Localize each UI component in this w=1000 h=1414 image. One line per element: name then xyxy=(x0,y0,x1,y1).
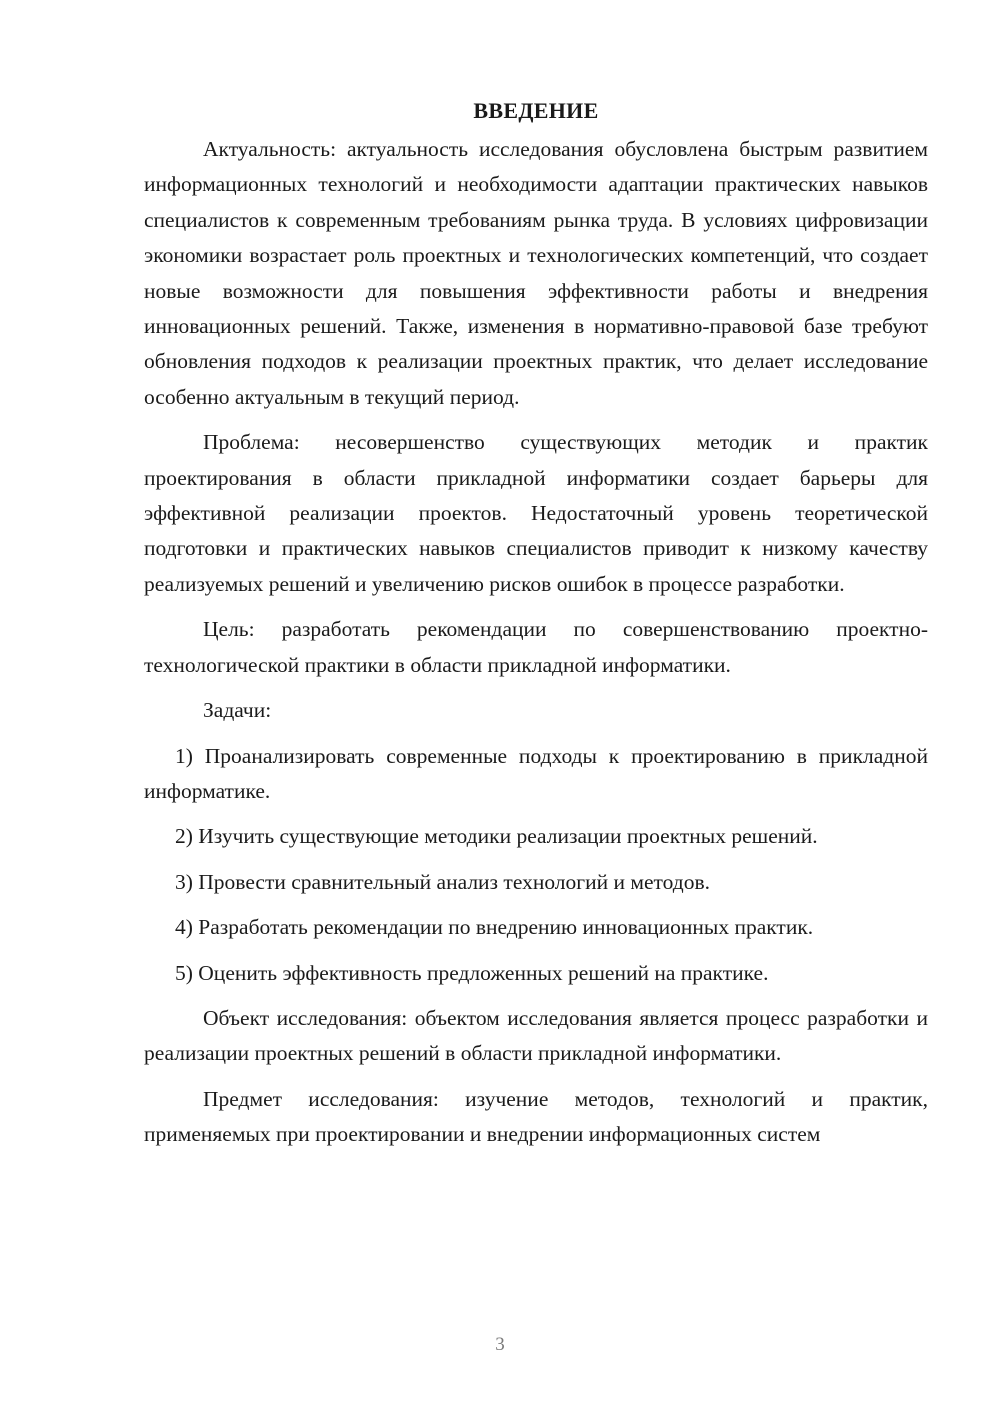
problem-paragraph: Проблема: несовершенство существующих методик и практик проектирования в области прикладной информатики создает барьеры для эффективной реализации проектов. Недостаточный уровень теоретической подготовки и практических навыков специалистов приводит к низкому качеству реализуемых решений и увеличению рисков ошибок в процессе разработки. xyxy=(144,430,928,596)
section-heading: ВВЕДЕНИЕ xyxy=(473,98,599,123)
document-page xyxy=(144,96,928,1153)
page-number: 3 xyxy=(495,1334,505,1355)
task-item-2: 2) Изучить существующие методики реализации проектных решений. xyxy=(175,824,818,849)
task-item-1: 1) Проанализировать современные подходы к проектированию в прикладной информатике. xyxy=(144,743,928,803)
object-paragraph: Объект исследования: объектом исследования является процесс разработки и реализации проектных решений в области прикладной информатики. xyxy=(144,1005,928,1066)
task-item-3: 3) Провести сравнительный анализ технологий и методов. xyxy=(175,869,710,894)
task-item-5: 5) Оценить эффективность предложенных решений на практике. xyxy=(175,960,769,985)
task-item-4: 4) Разработать рекомендации по внедрению инновационных практик. xyxy=(175,915,814,940)
subject-paragraph: Предмет исследования: изучение методов, технологий и практик, применяемых при проектировании и внедрении информационных систем xyxy=(144,1086,928,1147)
relevance-paragraph: Актуальность: актуальность исследования обусловлена быстрым развитием информационных технологий и необходимости адаптации практических навыков специалистов к современным требованиям рынка труда. В условиях цифровизации экономики возрастает роль проектных и технологических компетенций, что создает новые возможности для повышения эффективности работы и внедрения инновационных решений. Также, изменения в нормативно-правовой базе требуют обновления подходов к реализации проектных практик, что делает исследование особенно актуальным в текущий период. xyxy=(144,137,928,409)
tasks-label: Задачи: xyxy=(203,698,272,723)
goal-paragraph: Цель: разработать рекомендации по совершенствованию проектно-технологической практики в области прикладной информатики. xyxy=(144,617,928,677)
